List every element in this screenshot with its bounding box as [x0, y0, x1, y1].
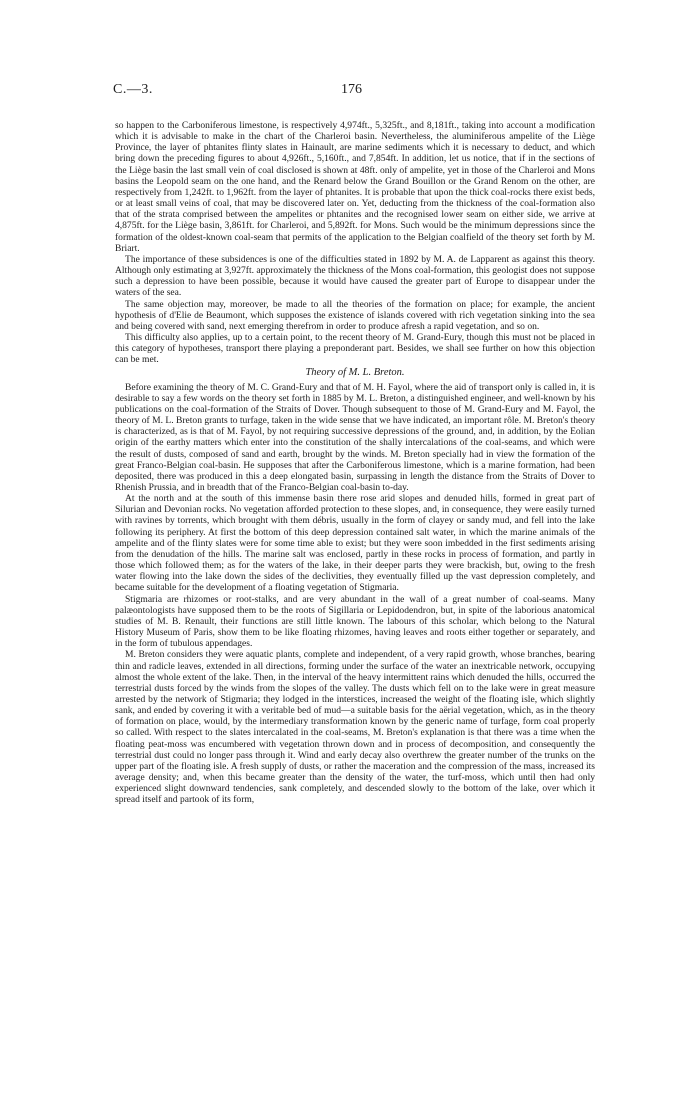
paragraph: The same objection may, moreover, be made to all the theories of the formation on place; for example, the ancient hypothesis of d'Elie de Beaumont, which supposes the existence of islands covered with rich vegetation sinking into the sea and being covered with sand, next emerging therefrom in order to produce afresh a rapid vegetation, and so on. — [115, 298, 595, 332]
paragraph: Before examining the theory of M. C. Grand-Eury and that of M. H. Fayol, where the aid of transport only is called in, it is desirable to say a few words on the theory set forth in 1885 by M. L. Breton, a distinguished engineer, and well-known by his publications on the coal-formation of the Straits of Dover. Though subsequent to those of M. Grand-Eury and M. Fayol, the theory of M. L. Breton grants to turfage, taken in the wide sense that we have indicated, an important rôle. M. Breton's theory is characterized, as is that of M. Fayol, by not requiring successive depressions of the ground, and, in addition, by the Eolian origin of the earthy matters which enter into the constitution of the shally intercalations of the coal-seams, and which were the result of dusts, composed of sand and earth, brought by the winds. M. Breton specially had in view the formation of the great Franco-Belgian coal-basin. He supposes that after the Carboniferous limestone, which is a marine formation, had been deposited, there was produced in this a deep elongated basin, surpassing in length the distance from the Straits of Dover to Rhenish Prussia, and in breadth that of the Franco-Belgian coal-basin to-day. — [115, 381, 595, 493]
page-number: 176 — [341, 82, 362, 97]
section-heading: Theory of M. L. Breton. — [305, 367, 405, 379]
paragraph: At the north and at the south of this immense basin there rose arid slopes and denuded hills, formed in great part of Silurian and Devonian rocks. No vegetation afforded protection to these slopes, and, in consequence, they were easily turned with ravines by torrents, which brought with them débris, usually in the form of clayey or sandy mud, and fell into the lake following its periphery. At first the bottom of this deep depression contained salt water, in which the marine animals of the ampelite and of the flinty slates were for some time able to exist; but they were soon imbedded in the first sediments arising from the denudation of the hills. The marine salt was enclosed, partly in these rocks in process of formation, and partly in those which followed them; as for the waters of the lake, in their deeper parts they were brackish, but, owing to the fresh water flowing into the lake down the sides of the declivities, they eventually filled up the vast depression completely, and became suitable for the development of a floating vegetation of Stigmaria. — [115, 493, 595, 594]
paragraph: This difficulty also applies, up to a certain point, to the recent theory of M. Grand-Eury, though this must not be placed in this category of hypotheses, transport there playing a preponderant part. Besides, we shall see further on how this objection can be met. — [115, 331, 595, 366]
document-body — [115, 120, 595, 806]
page-header — [115, 82, 595, 106]
paragraph: M. Breton considers they were aquatic plants, complete and independent, of a very rapid growth, whose branches, bearing thin and radicle leaves, extended in all directions, forming under the surface of the water an inextricable network, occupying almost the whole extent of the lake. Then, in the interval of the heavy intermittent rains which denuded the hills, occurred the terrestrial dusts forced by the winds from the slopes of the valley. The dusts which fell on to the lake were in great measure arrested by the network of Stigmaria; they lodged in the interstices, increased the weight of the floating isle, which slightly sank, and ended by covering it with a veritable bed of mud—a suitable basis for the aërial vegetation, which, as in the theory of formation on place, would, by the intermediary transformation known by the generic name of turfage, form coal properly so called. With respect to the slates intercalated in the coal-seams, M. Breton's explanation is that there was a time when the floating peat-moss was encumbered with vegetation thrown down and in process of decomposition, and consequently the terrestrial dust could no longer pass through it. Wind and early decay also overthrew the greater number of the trunks on the upper part of the floating isle. A fresh supply of dusts, or rather the maceration and the compression of the mass, increased its average density; and, when this became greater than the density of the water, the turf-moss, which until then had only experienced slight downward tendencies, sank completely, and descended slowly to the bottom of the lake, over which it spread itself and partook of its form, — [115, 649, 595, 806]
paragraph: The importance of these subsidences is one of the difficulties stated in 1892 by M. A. de Lapparent as against this theory. Although only estimating at 3,927ft. approximately the thickness of the Mons coal-formation, this geologist does not suppose such a depression to have been possible, because it would have caused the greater part of Europe to disappear under the waters of the sea. — [115, 253, 595, 299]
section-label: C.—3. — [113, 82, 153, 97]
paragraph: Stigmaria are rhizomes or root-stalks, and are very abundant in the wall of a great number of coal-seams. Many palæontologists have supposed them to be the roots of Sigillaria or Lepidodendron, but, in spite of the laborious anatomical studies of M. B. Renault, their functions are still little known. The labours of this scholar, which belong to the Natural History Museum of Paris, show them to be like floating rhizomes, having leaves and roots either together or separately, and in the form of tubulous appendages. — [115, 593, 595, 650]
paragraph: so happen to the Carboniferous limestone, is respectively 4,974ft., 5,325ft., and 8,181ft., taking into account a modification which it is advisable to make in the chart of the Charleroi basin. Nevertheless, the aluminiferous ampelite of the Liège Province, the layer of phtanites flinty slates in Hainault, are marine sediments which it is necessary to deduct, and which bring down the preceding figures to about 4,926ft., 5,160ft., and 7,854ft. In addition, let us notice, that if in the sections of the Liège basin the last small vein of coal disclosed is shown at 48ft. only of ampelite, yet in those of the Charleroi and Mons basins the Leopold seam on the one hand, and the Renard below the Grand Bouillon or the Grand Renom on the other, are respectively from 1,242ft. to 1,962ft. from the layer of phtanites. It is probable that upon the thick coal-rocks there exist beds, or at least small veins of coal, that may be discovered later on. Yet, deducting from the thickness of the coal-formation also that of the strata comprised between the ampelites or phtanites and the recognised lower seam on either side, we arrive at 4,875ft. for the Liège basin, 3,861ft. for Charleroi, and 5,892ft. for Mons. Such would be the minimum depressions since the formation of the oldest-known coal-seam that permits of the application to the Belgian coalfield of the theory set forth by M. Briart. — [115, 120, 595, 254]
document-page — [115, 82, 595, 806]
